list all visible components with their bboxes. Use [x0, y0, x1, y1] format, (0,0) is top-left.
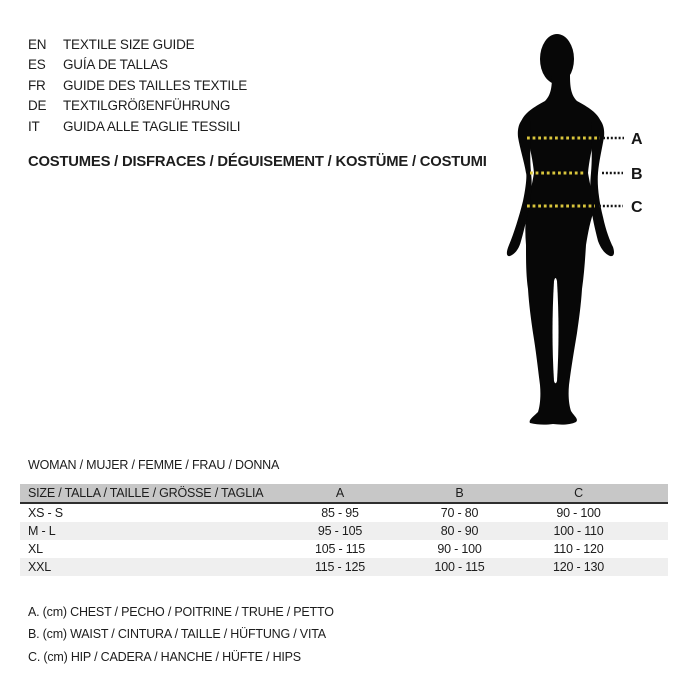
- language-title: GUIDE DES TAILLES TEXTILE: [63, 77, 248, 93]
- size-cell: M - L: [20, 522, 280, 540]
- language-row-fr: [28, 76, 247, 96]
- column-header-size: SIZE / TALLA / TAILLE / GRÖSSE / TAGLIA: [20, 484, 280, 503]
- silhouette-leg-gap: [553, 278, 559, 383]
- legend-hip: C. (cm) HIP / CADERA / HANCHE / HÜFTE / HIPS: [28, 649, 301, 664]
- legend-waist: B. (cm) WAIST / CINTURA / TAILLE / HÜFTUNG / VITA: [28, 627, 326, 642]
- measurement-label-a: A: [631, 131, 643, 148]
- waist-range-cell: 80 - 90: [400, 522, 519, 540]
- spacer-cell: [638, 540, 668, 558]
- measurement-label-c: C: [631, 199, 643, 216]
- woman-silhouette-figure: [468, 25, 678, 435]
- hip-range-cell: 90 - 100: [556, 506, 601, 520]
- chest-range-cell: 105 - 115: [314, 542, 366, 556]
- column-header-spacer: [638, 484, 668, 503]
- table-row: [20, 540, 668, 558]
- language-title: TEXTILGRÖßENFÜHRUNG: [63, 98, 231, 114]
- language-row-en: [28, 35, 247, 55]
- chest-range-cell: 85 - 95: [321, 506, 359, 520]
- language-code: EN: [28, 37, 47, 52]
- size-cell: XXL: [20, 558, 280, 576]
- language-code: DE: [28, 98, 47, 114]
- measurement-label-b: B: [631, 166, 643, 183]
- size-diagram: [468, 25, 678, 435]
- size-table: [20, 484, 668, 576]
- language-code: ES: [28, 57, 46, 73]
- waist-range-cell: 100 - 115: [400, 558, 519, 576]
- language-row-de: [28, 96, 247, 116]
- column-header-c: C: [519, 484, 638, 503]
- table-row: [20, 558, 668, 576]
- table-row: [20, 522, 668, 540]
- chest-range-cell: 95 - 105: [280, 522, 400, 540]
- section-title-woman: WOMAN / MUJER / FEMME / FRAU / DONNA: [28, 458, 280, 472]
- chest-range-cell: 115 - 125: [280, 558, 400, 576]
- language-code: IT: [28, 118, 40, 134]
- hip-range-cell: 110 - 120: [553, 542, 604, 556]
- spacer-cell: [638, 522, 668, 540]
- measurement-legend: [28, 601, 334, 668]
- waist-range-cell: 90 - 100: [437, 542, 482, 556]
- language-code: FR: [28, 77, 46, 93]
- hip-range-cell: 100 - 110: [519, 522, 638, 540]
- language-list: [28, 35, 247, 137]
- language-row-it: [28, 117, 247, 137]
- size-cell: XL: [28, 542, 43, 556]
- language-row-es: [28, 55, 247, 75]
- spacer-cell: [638, 558, 668, 576]
- legend-chest: A. (cm) CHEST / PECHO / POITRINE / TRUHE / PETTO: [28, 605, 334, 619]
- language-title: GUIDA ALLE TAGLIE TESSILI: [63, 118, 241, 134]
- waist-range-cell: 70 - 80: [440, 506, 479, 520]
- language-title: GUÍA DE TALLAS: [63, 57, 168, 73]
- category-title: COSTUMES / DISFRACES / DÉGUISEMENT / KOSTÜME / COSTUMI: [28, 154, 487, 170]
- column-header-a: A: [280, 484, 400, 503]
- silhouette-right-arm: [590, 115, 614, 256]
- size-table-header-row: [20, 484, 668, 503]
- spacer-cell: [638, 503, 668, 522]
- table-row: [20, 503, 668, 522]
- language-title: TEXTILE SIZE GUIDE: [63, 37, 195, 52]
- silhouette-body: [521, 75, 601, 425]
- size-cell: XS - S: [28, 506, 63, 520]
- hip-range-cell: 120 - 130: [519, 558, 638, 576]
- column-header-b: B: [400, 484, 519, 503]
